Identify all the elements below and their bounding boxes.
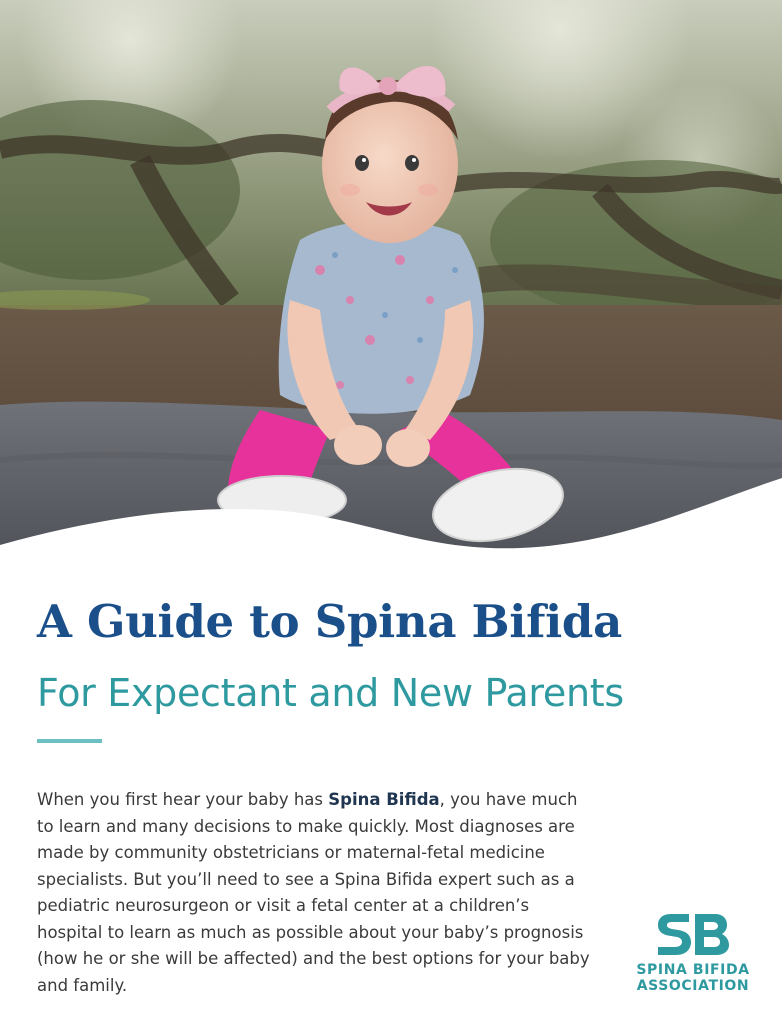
accent-divider: [37, 739, 102, 743]
intro-paragraph: [37, 787, 597, 999]
spina-bifida-association-logo: [628, 908, 758, 1003]
logo-text-line1: SPINA BIFIDA: [636, 962, 750, 978]
intro-bold-term: Spina Bifida: [328, 790, 440, 809]
logo-text-line2: ASSOCIATION: [636, 978, 750, 994]
page-subtitle: For Expectant and New Parents: [37, 671, 624, 715]
page-title: A Guide to Spina Bifida: [37, 595, 622, 648]
intro-text-start: When you first hear your baby has: [37, 790, 329, 809]
intro-text-rest: , you have much to learn and many decisions to make quickly. Most diagnoses are made by community obstetricians or maternal-fetal medicine specialists. But you’ll need to see a Spina Bifida expert such as a pediatric neurosurgeon or visit a fetal center at a children’s hospital to learn as much as possible about your baby’s prognosis (how he or she will be affected) and the best options for your baby and family.: [37, 790, 590, 995]
sb-monogram-icon: [655, 908, 731, 958]
